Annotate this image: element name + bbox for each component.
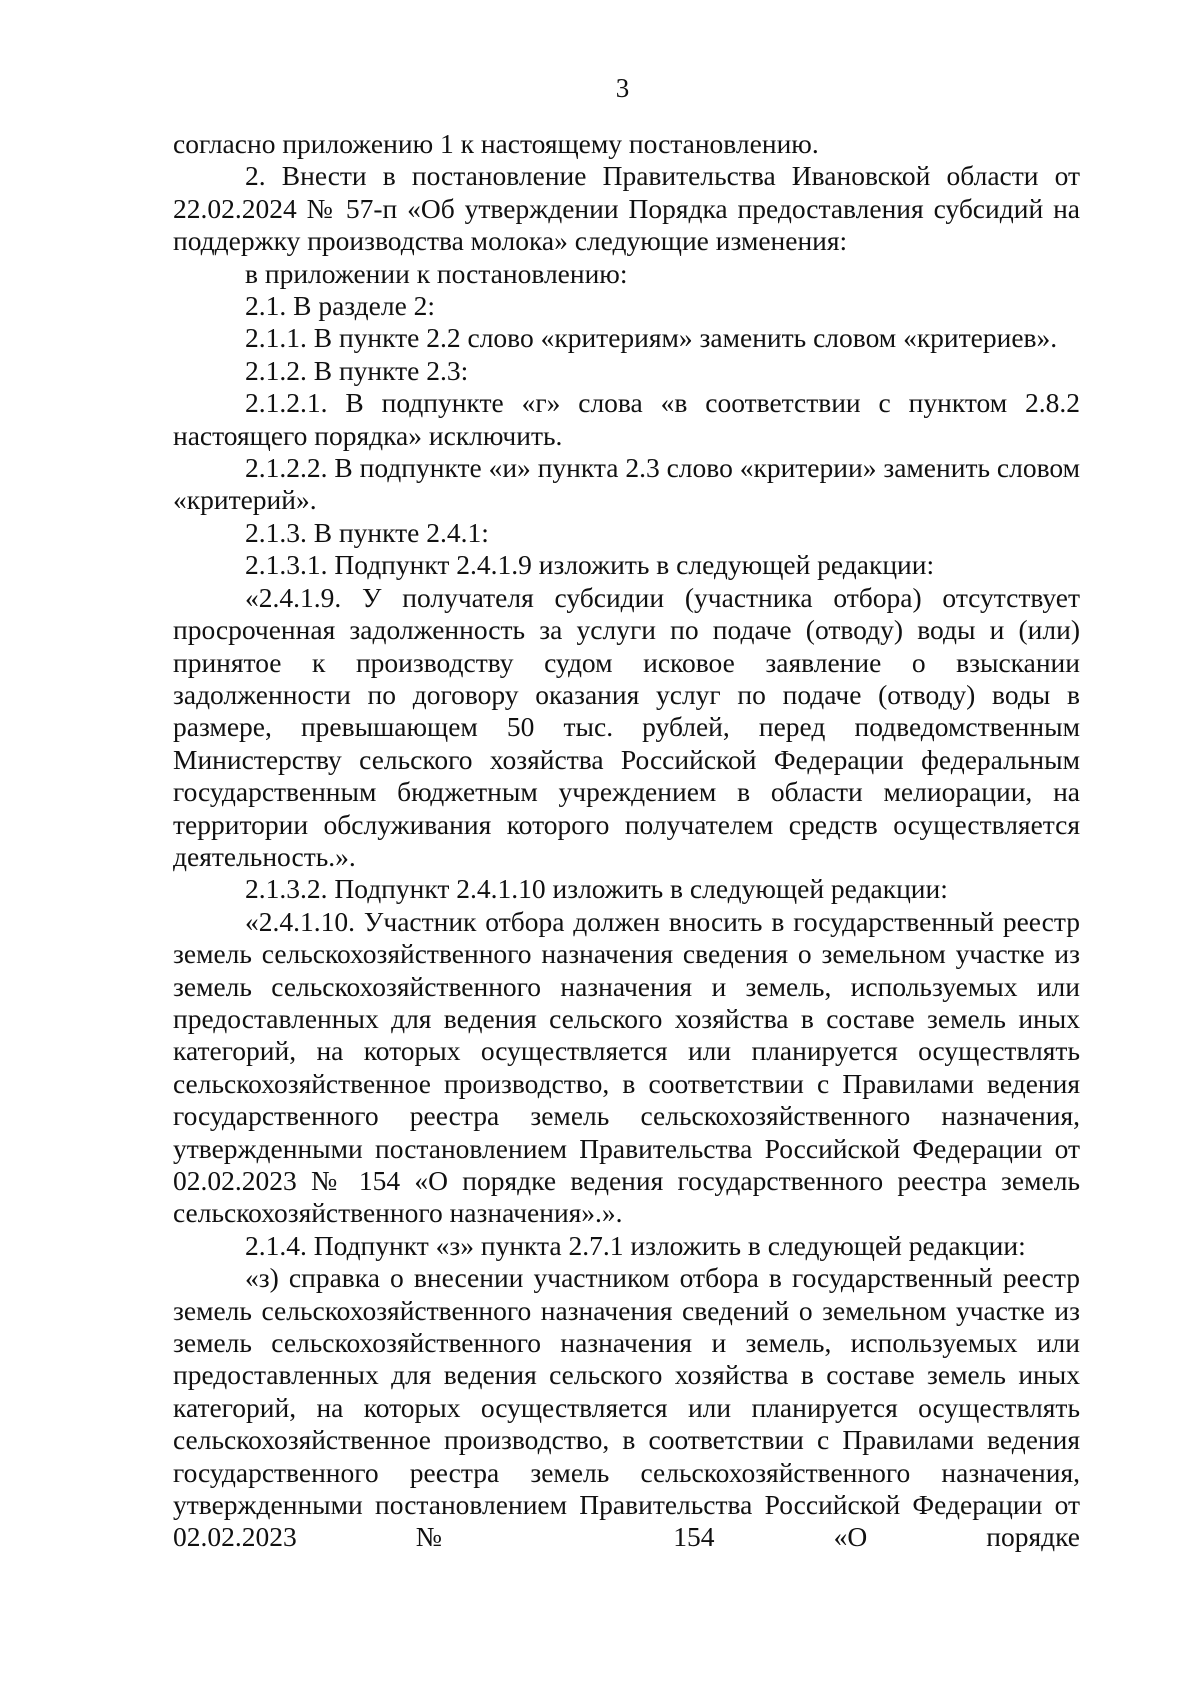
paragraph-item-2-1-2: 2.1.2. В пункте 2.3: xyxy=(245,354,469,386)
paragraph-quote-z: «з) справка о внесении участником отбора в государственный реестр земель сельскохозяйственного назначения сведений о земельном участке из земель сельскохозяйственного назначения и земель, используемых или предоставленных для ведения сельского хозяйства в составе земель иных категорий, на которых осуществляется или планируется осуществлять сельскохозяйственное производство, в соответствии с Правилами ведения государственного реестра земель сельскохозяйственного назначения, утвержденными постановлением Правительства Российской Федерации от 02.02.2023 № 154 «О порядке xyxy=(173,1262,1080,1553)
paragraph-quote-2-4-1-10: «2.4.1.10. Участник отбора должен вносить в государственный реестр земель сельскохозяйственного назначения сведения о земельном участке из земель сельскохозяйственного назначения и земель, используемых или предоставленных для ведения сельского хозяйства в составе земель иных категорий, на которых осуществляется или планируется осуществлять сельскохозяйственное производство, в соответствии с Правилами ведения государственного реестра земель сельскохозяйственного назначения, утвержденными постановлением Правительства Российской Федерации от 02.02.2023 № 154 «О порядке ведения государственного реестра земель сельскохозяйственного назначения».». xyxy=(173,905,1080,1229)
paragraph-item-2-1-4: 2.1.4. Подпункт «з» пункта 2.7.1 изложить в следующей редакции: xyxy=(245,1229,1026,1261)
paragraph-continuation: согласно приложению 1 к настоящему постановлению. xyxy=(173,128,819,159)
paragraph-item-2: 2. Внести в постановление Правительства Ивановской области от 22.02.2024 № 57-п «Об утверждении Порядка предоставления субсидий на поддержку производства молока» следующие изменения: xyxy=(173,160,1080,257)
paragraph-item-2-1-2-1: 2.1.2.1. В подпункте «г» слова «в соответствии с пунктом 2.8.2 настоящего порядка» исключить. xyxy=(173,387,1080,451)
paragraph-item-2-1-3-1: 2.1.3.1. Подпункт 2.4.1.9 изложить в следующей редакции: xyxy=(245,549,935,581)
paragraph-item-2-1-1: 2.1.1. В пункте 2.2 слово «критериям» заменить словом «критериев». xyxy=(245,322,1058,354)
paragraph-item-2-1-2-2: 2.1.2.2. В подпункте «и» пункта 2.3 слово «критерии» заменить словом «критерий». xyxy=(173,452,1080,516)
paragraph-item-2-1-3: 2.1.3. В пункте 2.4.1: xyxy=(245,516,489,548)
paragraph-appendix-intro: в приложении к постановлению: xyxy=(245,257,628,289)
page-number: 3 xyxy=(615,73,630,103)
paragraph-item-2-1-3-2: 2.1.3.2. Подпункт 2.4.1.10 изложить в следующей редакции: xyxy=(245,873,948,905)
paragraph-item-2-1: 2.1. В разделе 2: xyxy=(245,290,436,322)
paragraph-quote-2-4-1-9: «2.4.1.9. У получателя субсидии (участника отбора) отсутствует просроченная задолженность за услуги по подаче (отводу) воды и (или) принятое к производству судом исковое заявление о взыскании задолженности по договору оказания услуг по подаче (отводу) воды в размере, превышающем 50 тыс. рублей, перед подведомственным Министерству сельского хозяйства Российской Федерации федеральным государственным бюджетным учреждением в области мелиорации, на территории обслуживания которого получателем средств осуществляется деятельность.». xyxy=(173,581,1080,872)
document-body xyxy=(173,128,1080,1554)
